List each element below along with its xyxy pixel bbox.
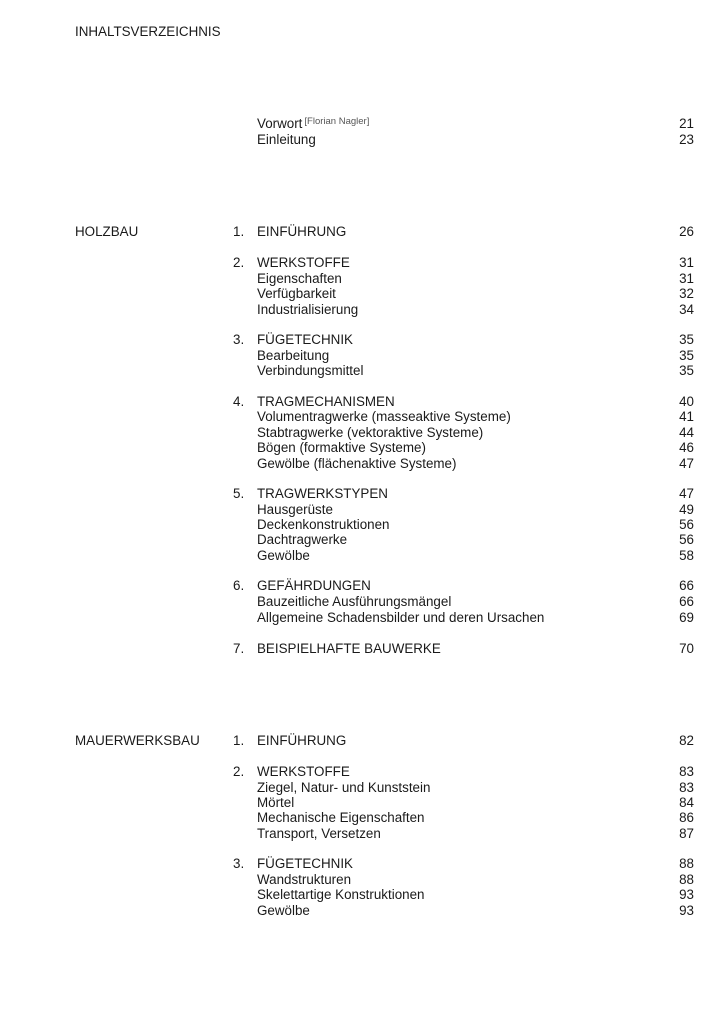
- chapter-number: 3.: [233, 332, 245, 347]
- page-number: 31: [679, 255, 694, 270]
- toc-chapter[interactable]: [0, 764, 721, 780]
- toc-subentry[interactable]: [0, 286, 721, 302]
- page-number: 66: [679, 578, 694, 593]
- subentry-title: Wandstrukturen: [257, 872, 352, 887]
- page-number: 47: [679, 456, 694, 471]
- page-number: 35: [679, 332, 694, 347]
- page-number: 40: [679, 394, 694, 409]
- toc-subentry[interactable]: [0, 610, 721, 626]
- page-number: 34: [679, 302, 694, 317]
- subentry-title: Deckenkonstruktionen: [257, 517, 390, 532]
- page-number: 69: [679, 610, 694, 625]
- entry-title: Einleitung: [257, 132, 316, 147]
- subentry-title: Ziegel, Natur- und Kunststein: [257, 780, 431, 795]
- toc-subentry[interactable]: [0, 810, 721, 826]
- subentry-title: Volumentragwerke (masseaktive Systeme): [257, 409, 511, 424]
- toc-subentry[interactable]: [0, 517, 721, 533]
- toc-chapter[interactable]: [0, 332, 721, 348]
- subentry-title: Gewölbe (flächenaktive Systeme): [257, 456, 457, 471]
- page-number: 32: [679, 286, 694, 301]
- section-label-holzbau: HOLZBAU: [75, 224, 139, 239]
- page-number: 31: [679, 271, 694, 286]
- page-number: 44: [679, 425, 694, 440]
- chapter-title: EINFÜHRUNG: [257, 733, 347, 748]
- toc-subentry[interactable]: [0, 780, 721, 796]
- page-number: 35: [679, 348, 694, 363]
- toc-subentry[interactable]: [0, 363, 721, 379]
- page-number: 70: [679, 641, 694, 656]
- page-number: 46: [679, 440, 694, 455]
- section-label-mauerwerksbau: MAUERWERKSBAU: [75, 733, 200, 748]
- toc-subentry[interactable]: [0, 456, 721, 472]
- toc-chapter[interactable]: [0, 733, 721, 749]
- subentry-title: Gewölbe: [257, 903, 310, 918]
- chapter-number: 1.: [233, 224, 245, 239]
- subentry-title: Mörtel: [257, 795, 295, 810]
- toc-chapter[interactable]: [0, 394, 721, 410]
- chapter-number: 6.: [233, 578, 245, 593]
- toc-subentry[interactable]: [0, 425, 721, 441]
- page-number: 88: [679, 872, 694, 887]
- toc-chapter[interactable]: [0, 641, 721, 657]
- chapter-number: 2.: [233, 255, 245, 270]
- subentry-title: Industrialisierung: [257, 302, 359, 317]
- subentry-title: Transport, Versetzen: [257, 826, 381, 841]
- page-title: INHALTSVERZEICHNIS: [75, 24, 221, 39]
- toc-subentry[interactable]: [0, 302, 721, 318]
- toc-subentry[interactable]: [0, 502, 721, 518]
- page-number: 21: [679, 116, 694, 131]
- toc-subentry[interactable]: [0, 409, 721, 425]
- chapter-number: 7.: [233, 641, 245, 656]
- page-number: 83: [679, 764, 694, 779]
- page-number: 83: [679, 780, 694, 795]
- page-number: 41: [679, 409, 694, 424]
- page-number: 56: [679, 532, 694, 547]
- toc-chapter[interactable]: [0, 486, 721, 502]
- page-number: 49: [679, 502, 694, 517]
- toc-subentry[interactable]: [0, 271, 721, 287]
- toc-subentry[interactable]: [0, 826, 721, 842]
- chapter-title: TRAGWERKSTYPEN: [257, 486, 388, 501]
- chapter-title: BEISPIELHAFTE BAUWERKE: [257, 641, 441, 656]
- chapter-number: 5.: [233, 486, 245, 501]
- toc-chapter[interactable]: [0, 255, 721, 271]
- chapter-title: WERKSTOFFE: [257, 764, 350, 779]
- toc-subentry[interactable]: [0, 594, 721, 610]
- subentry-title: Gewölbe: [257, 548, 310, 563]
- chapter-title: FÜGETECHNIK: [257, 332, 353, 347]
- page-number: 58: [679, 548, 694, 563]
- page-number: 86: [679, 810, 694, 825]
- toc-chapter[interactable]: [0, 224, 721, 240]
- chapter-title: TRAGMECHANISMEN: [257, 394, 395, 409]
- page-number: 82: [679, 733, 694, 748]
- toc-chapter[interactable]: [0, 856, 721, 872]
- toc-subentry[interactable]: [0, 548, 721, 564]
- subentry-title: Dachtragwerke: [257, 532, 348, 547]
- subentry-title: Mechanische Eigenschaften: [257, 810, 425, 825]
- toc-subentry[interactable]: [0, 348, 721, 364]
- toc-entry-vorwort[interactable]: [0, 116, 721, 132]
- page-number: 87: [679, 826, 694, 841]
- chapter-title: WERKSTOFFE: [257, 255, 350, 270]
- page-number: 26: [679, 224, 694, 239]
- toc-entry-einleitung[interactable]: [0, 132, 721, 148]
- toc-subentry[interactable]: [0, 903, 721, 919]
- toc-subentry[interactable]: [0, 795, 721, 811]
- subentry-title: Bauzeitliche Ausführungsmängel: [257, 594, 452, 609]
- subentry-title: Hausgerüste: [257, 502, 333, 517]
- chapter-number: 4.: [233, 394, 245, 409]
- chapter-title: FÜGETECHNIK: [257, 856, 353, 871]
- page-number: 88: [679, 856, 694, 871]
- page-number: 47: [679, 486, 694, 501]
- entry-title: Vorwort [Florian Nagler]: [257, 116, 370, 131]
- toc-chapter[interactable]: [0, 578, 721, 594]
- page-number: 35: [679, 363, 694, 378]
- toc-subentry[interactable]: [0, 887, 721, 903]
- entry-author: [Florian Nagler]: [304, 116, 370, 127]
- toc-subentry[interactable]: [0, 532, 721, 548]
- subentry-title: Bearbeitung: [257, 348, 330, 363]
- page-number: 93: [679, 887, 694, 902]
- subentry-title: Verbindungsmittel: [257, 363, 364, 378]
- subentry-title: Verfügbarkeit: [257, 286, 336, 301]
- chapter-number: 2.: [233, 764, 245, 779]
- chapter-title: GEFÄHRDUNGEN: [257, 578, 371, 593]
- chapter-number: 1.: [233, 733, 245, 748]
- subentry-title: Bögen (formaktive Systeme): [257, 440, 426, 455]
- subentry-title: Skelettartige Konstruktionen: [257, 887, 425, 902]
- toc-subentry[interactable]: [0, 440, 721, 456]
- subentry-title: Eigenschaften: [257, 271, 342, 286]
- chapter-title: EINFÜHRUNG: [257, 224, 347, 239]
- page-number: 93: [679, 903, 694, 918]
- subentry-title: Stabtragwerke (vektoraktive Systeme): [257, 425, 484, 440]
- toc-subentry[interactable]: [0, 872, 721, 888]
- chapter-number: 3.: [233, 856, 245, 871]
- page-number: 56: [679, 517, 694, 532]
- subentry-title: Allgemeine Schadensbilder und deren Ursachen: [257, 610, 545, 625]
- page-number: 23: [679, 132, 694, 147]
- page-number: 84: [679, 795, 694, 810]
- page-number: 66: [679, 594, 694, 609]
